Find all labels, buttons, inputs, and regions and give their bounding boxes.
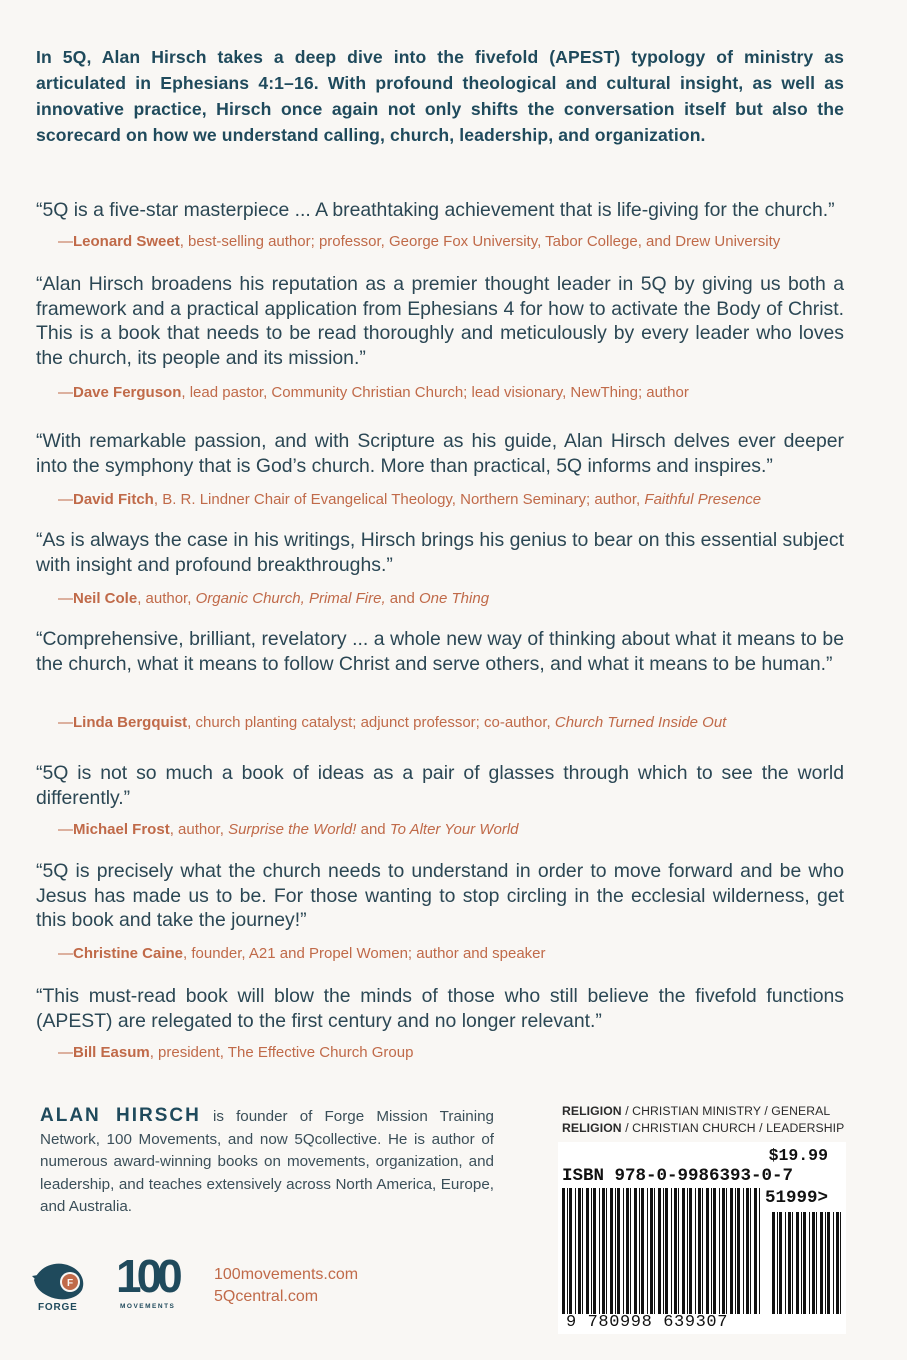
- endorsement-quote: “5Q is a five-star masterpiece ... A breathtaking achievement that is life-giving for the church.”: [36, 199, 835, 221]
- forge-label: FORGE: [38, 1302, 78, 1313]
- barcode-block: [558, 1142, 846, 1334]
- barcode-bar: [743, 1188, 744, 1314]
- movements-logo: [116, 1250, 186, 1316]
- barcode-bar: [803, 1212, 806, 1314]
- endorsement-attribution: —Michael Frost, author, Surprise the World! and To Alter Your World: [58, 821, 519, 838]
- price-code: 51999>: [764, 1188, 828, 1208]
- barcode-bar: [578, 1188, 581, 1314]
- category-line: RELIGION / CHRISTIAN CHURCH / LEADERSHIP: [562, 1121, 845, 1135]
- barcode-bar: [610, 1188, 613, 1314]
- endorser-name: David Fitch: [73, 491, 154, 508]
- barcode-bar: [647, 1188, 648, 1314]
- barcode-bar: [582, 1188, 583, 1314]
- barcode-bar: [792, 1212, 793, 1314]
- endorsement-attribution: —David Fitch, B. R. Lindner Chair of Evangelical Theology, Northern Seminary; author, Faithful Presence: [58, 491, 762, 508]
- barcode-bar: [687, 1188, 688, 1314]
- barcode-bar: [678, 1188, 679, 1314]
- barcode-bar: [606, 1188, 607, 1314]
- barcode-bar: [567, 1188, 568, 1314]
- barcode-bar: [735, 1188, 736, 1314]
- barcode-bar: [663, 1188, 664, 1314]
- endorsement-quote: “5Q is not so much a book of ideas as a pair of glasses through which to see the world differently.”: [36, 762, 844, 809]
- barcode-bar: [695, 1188, 696, 1314]
- endorsement-attribution: —Dave Ferguson, lead pastor, Community Christian Church; lead visionary, NewThing; author: [58, 384, 689, 401]
- barcode-bar: [777, 1212, 778, 1314]
- endorsement-quote: “As is always the case in his writings, Hirsch brings his genius to bear on this essential subject with insight and profound breakthroughs.”: [36, 529, 844, 576]
- barcode-bar: [702, 1188, 703, 1314]
- barcode-bar: [586, 1188, 589, 1314]
- barcode-bar: [602, 1188, 605, 1314]
- barcode-bar: [591, 1188, 592, 1314]
- intro-paragraph: In 5Q, Alan Hirsch takes a deep dive into the fivefold (APEST) typology of ministry as articulated in Ephesians 4:1–16. With profound theological and cultural insight, as well as innovative practice, Hirsch once again not only shifts the conversation itself but also the scorecard on how we understand calling, church, leadership, and organization.: [36, 47, 844, 145]
- endorsement-attribution: —Neil Cole, author, Organic Church, Primal Fire, and One Thing: [58, 590, 490, 607]
- website-link[interactable]: 100movements.com: [214, 1266, 359, 1283]
- barcode-bar: [641, 1188, 644, 1314]
- barcode-bar: [671, 1188, 672, 1314]
- endorsement-quote: “This must-read book will blow the minds of those who still believe the fivefold functions (APEST) are relegated to the first century and no longer relevant.”: [36, 985, 844, 1032]
- price-label: $19.99: [768, 1146, 828, 1165]
- barcode-bar: [615, 1188, 616, 1314]
- endorser-name: Bill Easum: [73, 1044, 150, 1061]
- endorser-name: Christine Caine: [73, 945, 184, 962]
- endorser-name: Linda Bergquist: [73, 714, 188, 731]
- barcode-bar: [833, 1212, 834, 1314]
- endorsement-attribution: —Bill Easum, president, The Effective Church Group: [58, 1044, 414, 1061]
- ean-number: 9 780998 639307: [566, 1313, 729, 1332]
- barcode-bar: [816, 1212, 817, 1314]
- forge-icon: [30, 1258, 90, 1302]
- forge-logo: [30, 1258, 90, 1316]
- barcode-bar: [719, 1188, 720, 1314]
- barcode-bar: [809, 1212, 810, 1314]
- endorser-name: Neil Cole: [73, 590, 138, 607]
- barcode-bar: [698, 1188, 701, 1314]
- barcode-bar: [750, 1188, 751, 1314]
- barcode-bar: [785, 1212, 786, 1314]
- endorser-name: Dave Ferguson: [73, 384, 182, 401]
- barcode-bar: [593, 1188, 596, 1314]
- barcode-bar: [759, 1188, 760, 1314]
- category-line: RELIGION / CHRISTIAN MINISTRY / GENERAL: [562, 1104, 831, 1118]
- barcode-bar: [825, 1212, 826, 1314]
- barcode-bar: [639, 1188, 640, 1314]
- endorsement-quote: “Comprehensive, brilliant, revelatory ... a whole new way of thinking about what it means to be the church, what it means to follow Christ and serve others, and what it means to be human.”: [36, 628, 844, 675]
- endorsement-attribution: —Linda Bergquist, church planting catalyst; adjunct professor; co-author, Church Turned Inside Out: [58, 714, 727, 731]
- barcode-bar: [689, 1188, 692, 1314]
- endorsement-quote: “With remarkable passion, and with Scripture as his guide, Alan Hirsch delves ever deeper into the symphony that is God’s church. More than practical, 5Q informs and inspires.”: [36, 430, 844, 477]
- svg-text:F: F: [66, 1278, 74, 1289]
- barcode-bar: [840, 1212, 841, 1314]
- barcode-bar: [746, 1188, 749, 1314]
- isbn-label: ISBN 978-0-9986393-0-7: [562, 1166, 794, 1186]
- endorsement-quote: “5Q is precisely what the church needs to understand in order to move forward and be who Jesus has made us to be. For those wanting to stop circling in the ecclesial wilderness, get this book and take the journey!”: [36, 860, 844, 931]
- movements-mark: 100: [116, 1250, 178, 1302]
- barcode-bar: [658, 1188, 661, 1314]
- barcode-bar: [820, 1212, 823, 1314]
- barcode-bar: [650, 1188, 653, 1314]
- barcode-bar: [730, 1188, 733, 1314]
- barcode-bar: [575, 1188, 576, 1314]
- barcode-bar: [634, 1188, 637, 1314]
- author-name: ALAN HIRSCH: [40, 1105, 201, 1126]
- barcode-bar: [836, 1212, 839, 1314]
- barcode-bar: [562, 1188, 565, 1314]
- barcode-bar: [623, 1188, 624, 1314]
- barcode-bar: [682, 1188, 685, 1314]
- endorser-name: Leonard Sweet: [73, 233, 180, 250]
- barcode-bar: [737, 1188, 740, 1314]
- barcode-bar: [626, 1188, 629, 1314]
- barcode-bar: [706, 1188, 709, 1314]
- barcode-bar: [674, 1188, 677, 1314]
- website-link[interactable]: 5Qcentral.com: [214, 1288, 319, 1305]
- movements-label: MOVEMENTS: [120, 1303, 176, 1310]
- author-bio: ALAN HIRSCH is founder of Forge Mission Training Network, 100 Movements, and now 5Qcollective. He is author of numerous award-winning books on movements, organization, and leadership, and teaches extensively across North America, Europe, and Australia.: [40, 1105, 494, 1215]
- endorsement-attribution: —Leonard Sweet, best-selling author; professor, George Fox University, Tabor College, and Drew University: [58, 233, 781, 250]
- barcode-bar: [827, 1212, 830, 1314]
- barcode-bar: [599, 1188, 600, 1314]
- barcode-bar: [630, 1188, 631, 1314]
- barcode-bar: [711, 1188, 712, 1314]
- endorsement-attribution: —Christine Caine, founder, A21 and Propel Women; author and speaker: [58, 945, 546, 962]
- barcode-bar: [665, 1188, 668, 1314]
- barcode-bar: [772, 1212, 775, 1314]
- barcode-bar: [726, 1188, 727, 1314]
- barcode-bar: [722, 1188, 725, 1314]
- barcode-bar: [654, 1188, 655, 1314]
- barcode-bar: [713, 1188, 716, 1314]
- barcode-bar: [779, 1212, 782, 1314]
- barcode-bar: [569, 1188, 572, 1314]
- endorser-name: Michael Frost: [73, 821, 170, 838]
- endorsement-quote: “Alan Hirsch broadens his reputation as a premier thought leader in 5Q by giving us both a framework and a practical application from Ephesians 4 for how to activate the Body of Christ. This is a book that needs to be read thoroughly and meticulously by every leader who loves the church, its people and its mission.”: [36, 273, 844, 369]
- barcode-bar: [801, 1212, 802, 1314]
- barcode-bar: [617, 1188, 620, 1314]
- barcode-bar: [812, 1212, 815, 1314]
- barcode-bar: [754, 1188, 757, 1314]
- barcode-bar: [796, 1212, 799, 1314]
- barcode-bar: [788, 1212, 791, 1314]
